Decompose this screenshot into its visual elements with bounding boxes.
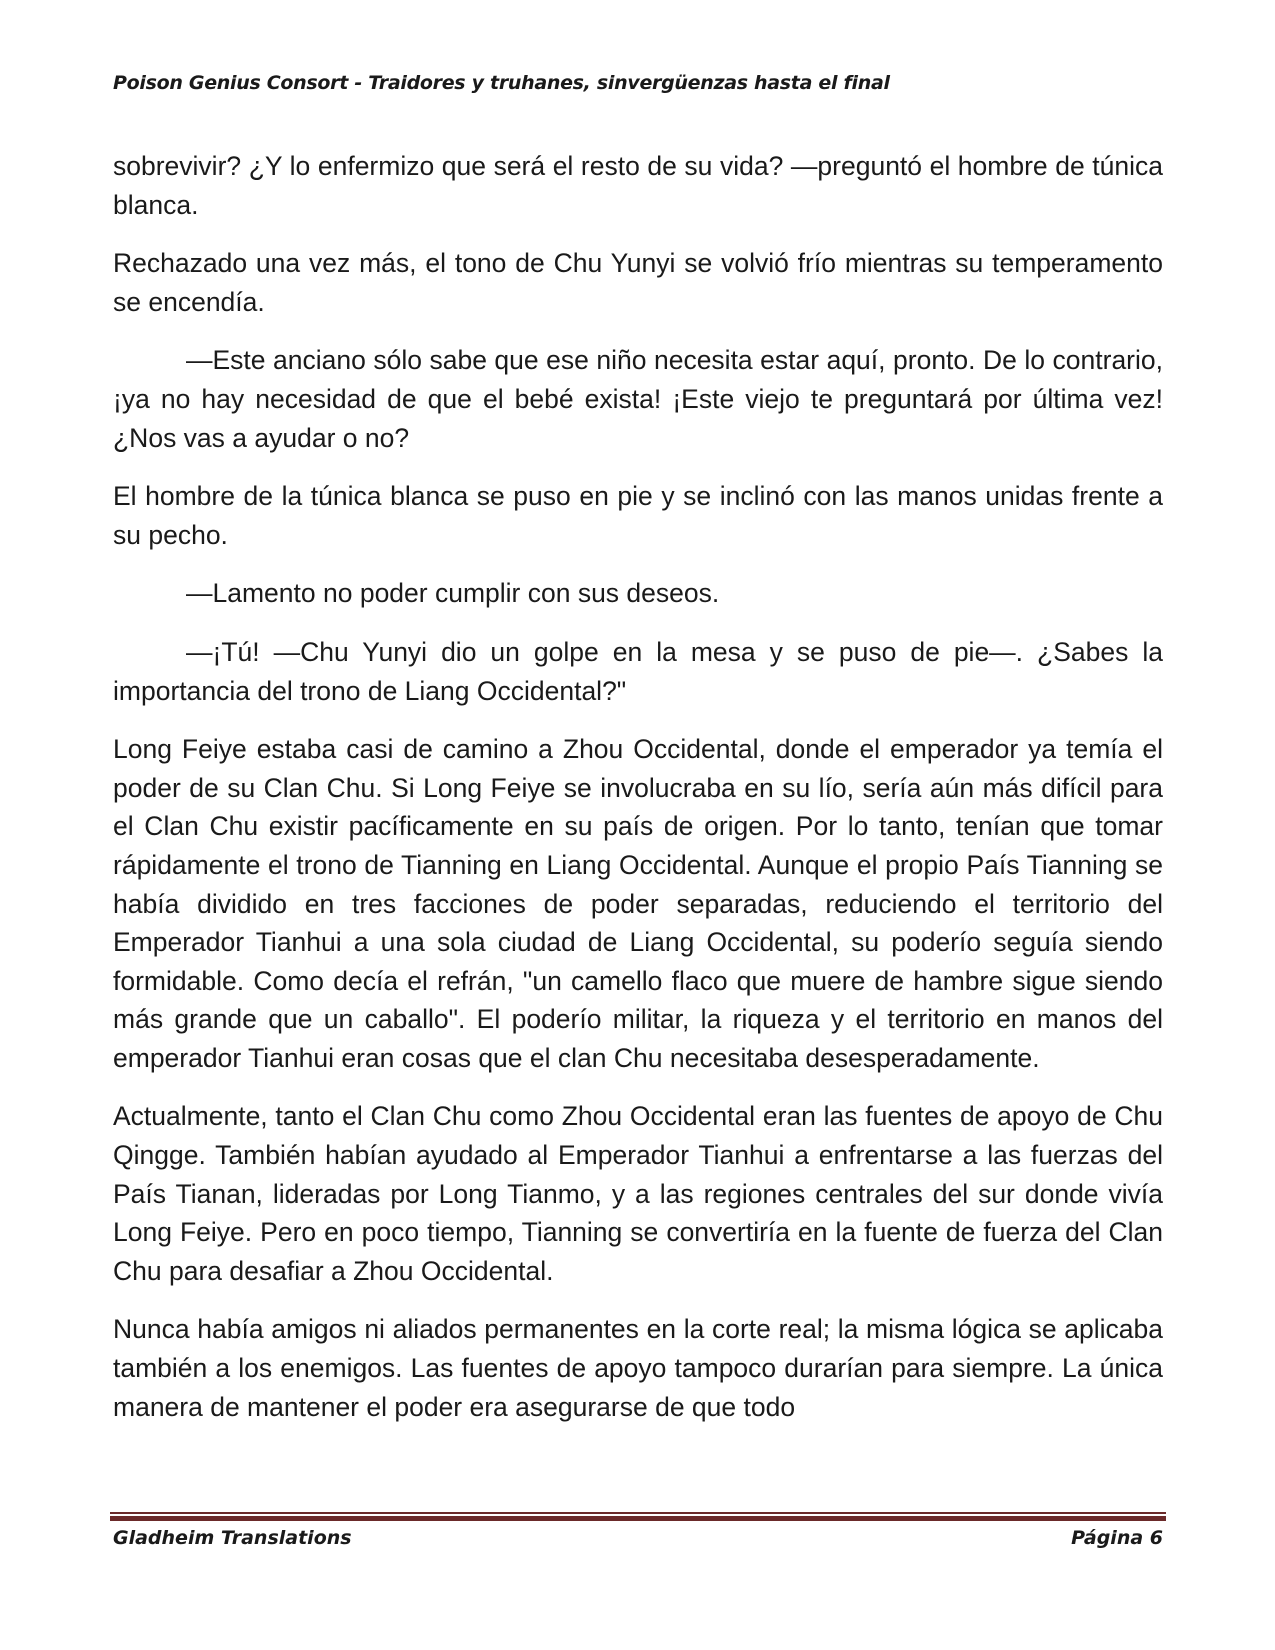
footer-credit: Gladheim Translations bbox=[113, 1527, 352, 1549]
footer-divider-thick-line bbox=[110, 1516, 1166, 1521]
paragraph: —¡Tú! —Chu Yunyi dio un golpe en la mesa y se puso de pie—. ¿Sabes la importancia del trono de Liang Occidental?" bbox=[113, 636, 1163, 706]
paragraph: El hombre de la túnica blanca se puso en pie y se inclinó con las manos unidas frente a su pecho. bbox=[113, 481, 1163, 550]
page-header: Poison Genius Consort - Traidores y truhanes, sinvergüenzas hasta el final bbox=[113, 72, 890, 94]
page-number: Página 6 bbox=[1071, 1527, 1163, 1549]
paragraph: Nunca había amigos ni aliados permanentes en la corte real; la misma lógica se aplicaba también a los enemigos. Las fuentes de apoyo tampoco durarían para siempre. La única manera de mantener el poder era asegurarse de que todo bbox=[113, 1314, 1163, 1422]
paragraph: Long Feiye estaba casi de camino a Zhou Occidental, donde el emperador ya temía el poder de su Clan Chu. Si Long Feiye se involucraba en su lío, sería aún más difícil para el Clan Chu existir pacíficamente en su país de origen. Por lo tanto, tenían que tomar rápidamente el trono de Tianning en Liang Occidental. Aunque el propio País Tianning se había dividido en tres facciones de poder separadas, reduciendo el territorio del Emperador Tianhui a una sola ciudad de Liang Occidental, su poderío seguía siendo formidable. Como decía el refrán, "un camello flaco que muere de hambre sigue siendo más grande que un caballo". El poderío militar, la riqueza y el territorio en manos del emperador Tianhui eran cosas que el clan Chu necesitaba desesperadamente. bbox=[113, 734, 1163, 1073]
paragraph: —Lamento no poder cumplir con sus deseos. bbox=[186, 578, 720, 609]
page-footer bbox=[113, 1527, 1163, 1549]
footer-divider bbox=[110, 1512, 1166, 1521]
paragraph: —Este anciano sólo sabe que ese niño necesita estar aquí, pronto. De lo contrario, ¡ya no hay necesidad de que el bebé exista! ¡Este viejo te preguntará por última vez! ¿Nos vas a ayudar o no? bbox=[113, 345, 1163, 453]
paragraph: sobrevivir? ¿Y lo enfermizo que será el resto de su vida? —preguntó el hombre de túnica blanca. bbox=[113, 151, 1163, 220]
paragraph: Rechazado una vez más, el tono de Chu Yunyi se volvió frío mientras su temperamento se encendía. bbox=[113, 248, 1163, 317]
paragraph: Actualmente, tanto el Clan Chu como Zhou Occidental eran las fuentes de apoyo de Chu Qingge. También habían ayudado al Emperador Tianhui a enfrentarse a las fuerzas del País Tianan, lideradas por Long Tianmo, y a las regiones centrales del sur donde vivía Long Feiye. Pero en poco tiempo, Tianning se convertiría en la fuente de fuerza del Clan Chu para desafiar a Zhou Occidental. bbox=[113, 1101, 1163, 1286]
body-text bbox=[113, 147, 1163, 1446]
